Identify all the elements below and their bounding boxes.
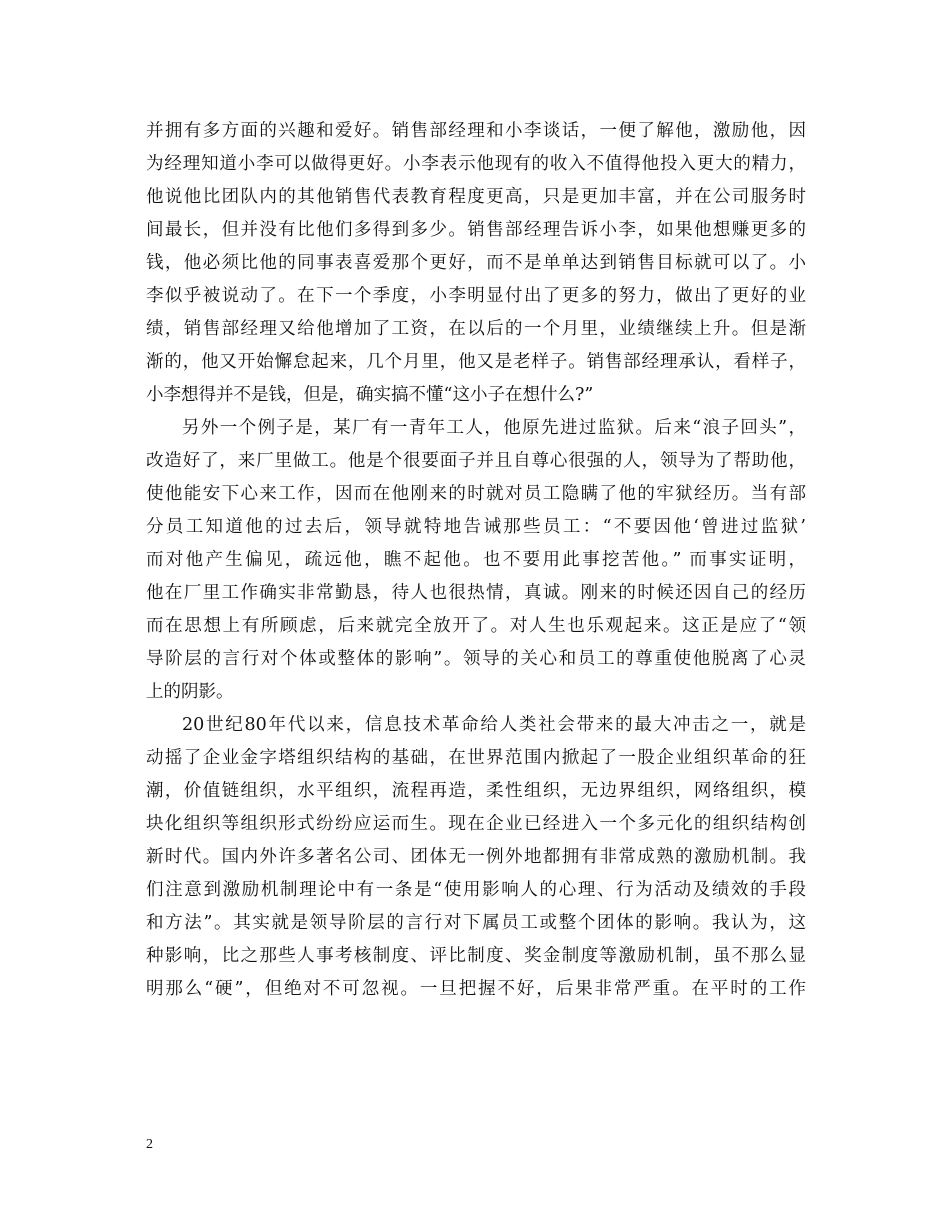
text-line: 新时代。国内外许多著名公司、团体无一例外地都拥有非常成熟的激励机制。我: [146, 847, 806, 867]
text-line: 导阶层的言行对个体或整体的影响”。领导的关心和员工的尊重使他脱离了心灵: [146, 649, 806, 669]
text-line: 渐的，他又开始懈怠起来，几个月里，他又是老样子。销售部经理承认，看样子，: [146, 352, 806, 372]
text-line: 分员工知道他的过去后，领导就特地告诫那些员工：“不要因他‘曾进过监狱’: [146, 517, 806, 537]
text-line: 李似乎被说动了。在下一个季度，小李明显付出了更多的努力，做出了更好的业: [146, 286, 806, 306]
text-line: 和方法”。其实就是领导阶层的言行对下属员工或整个团体的影响。我认为，这: [146, 913, 806, 933]
text-line: 而在思想上有所顾虑，后来就完全放开了。对人生也乐观起来。这正是应了“领: [146, 616, 806, 636]
text-line: 并拥有多方面的兴趣和爱好。销售部经理和小李谈话，一便了解他，激励他，因: [146, 121, 806, 141]
text-line: 绩，销售部经理又给他增加了工资，在以后的一个月里，业绩继续上升。但是渐: [146, 319, 806, 339]
text-line: 改造好了，来厂里做工。他是个很要面子并且自尊心很强的人，领导为了帮助他，: [146, 451, 806, 471]
text-line: 明那么“硬”，但绝对不可忽视。一旦把握不好，后果非常严重。在平时的工作: [146, 979, 806, 999]
page-number: 2: [146, 1137, 153, 1152]
text-line: 潮，价值链组织，水平组织，流程再造，柔性组织，无边界组织，网络组织，模: [146, 781, 806, 801]
text-line: 上的阴影。: [146, 682, 234, 702]
text-line: 他说他比团队内的其他销售代表教育程度更高，只是更加丰富，并在公司服务时: [146, 187, 806, 207]
text-line: 使他能安下心来工作，因而在他刚来的时就对员工隐瞒了他的牢狱经历。当有部: [146, 484, 806, 504]
text-line: 小李想得并不是钱，但是，确实搞不懂“这小子在想什么?”: [146, 385, 594, 405]
body-text: [146, 115, 806, 1006]
text-line: 块化组织等组织形式纷纷应运而生。现在企业已经进入一个多元化的组织结构创: [146, 814, 806, 834]
text-line: 另外一个例子是，某厂有一青年工人，他原先进过监狱。后来“浪子回头”，: [182, 418, 807, 438]
text-line: 为经理知道小李可以做得更好。小李表示他现有的收入不值得他投入更大的精力，: [146, 154, 806, 174]
text-line: 种影响，比之那些人事考核制度、评比制度、奖金制度等激励机制，虽不那么显: [146, 946, 806, 966]
text-line: 他在厂里工作确实非常勤恳，待人也很热情，真诚。刚来的时候还因自己的经历: [146, 583, 806, 603]
text-line: 钱，他必须比他的同事表喜爱那个更好，而不是单单达到销售目标就可以了。小: [146, 253, 806, 273]
text-line: 而对他产生偏见，疏远他，瞧不起他。也不要用此事挖苦他。” 而事实证明，: [146, 550, 806, 570]
text-line: 20世纪80年代以来，信息技术革命给人类社会带来的最大冲击之一，就是: [182, 715, 806, 735]
text-line: 动摇了企业金字塔组织结构的基础，在世界范围内掀起了一股企业组织革命的狂: [146, 748, 806, 768]
text-line: 间最长，但并没有比他们多得到多少。销售部经理告诉小李，如果他想赚更多的: [146, 220, 806, 240]
text-line: 们注意到激励机制理论中有一条是“使用影响人的心理、行为活动及绩效的手段: [146, 880, 806, 900]
